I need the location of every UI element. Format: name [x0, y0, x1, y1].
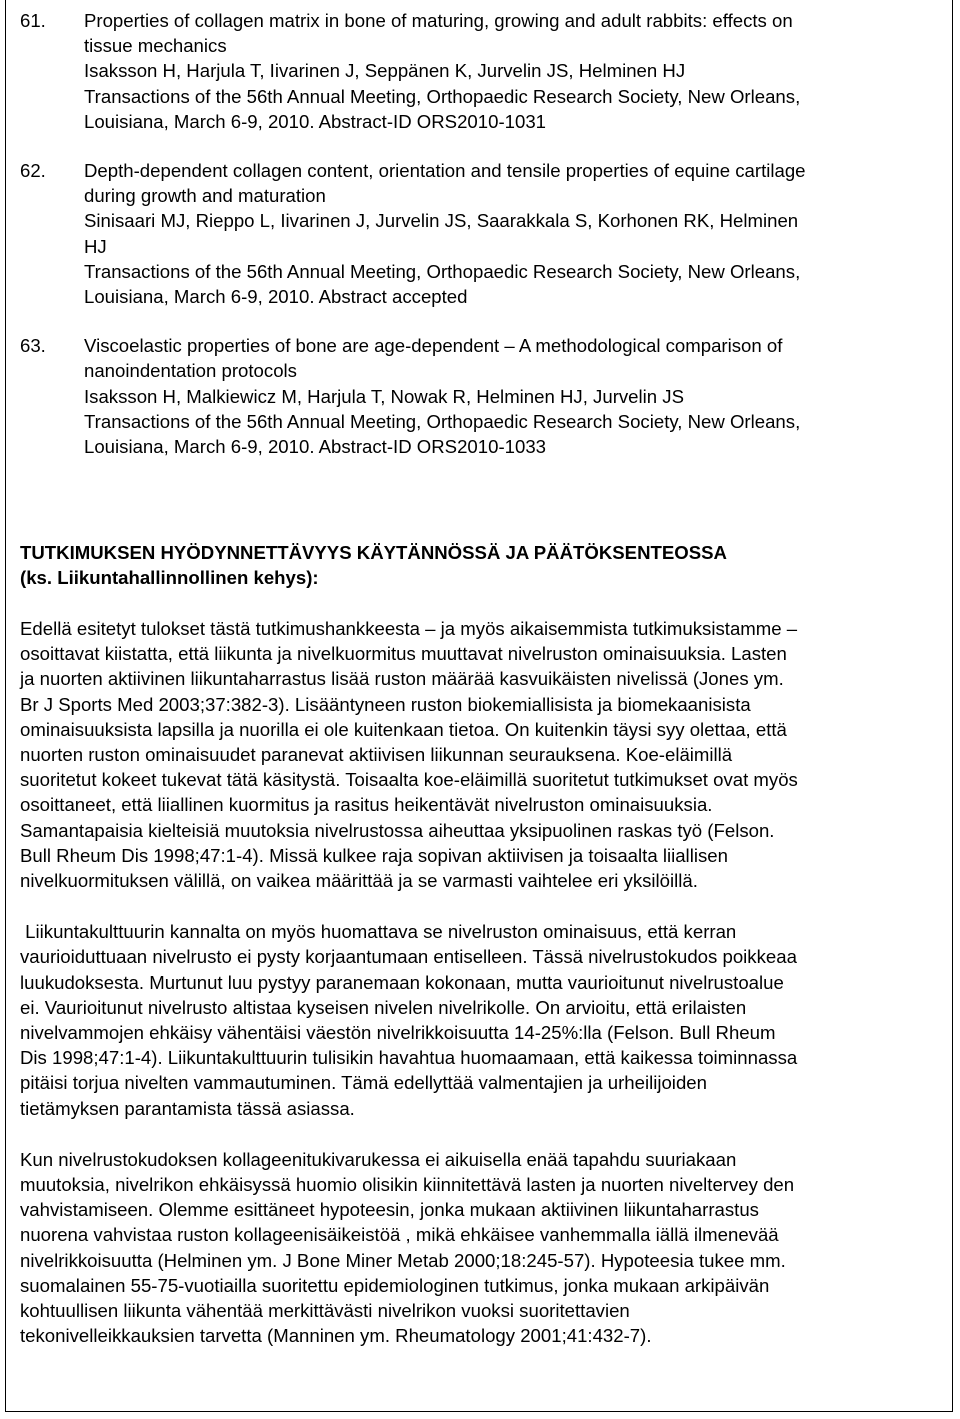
reference-authors: Sinisaari MJ, Rieppo L, Iivarinen J, Jurvelin JS, Saarakkala S, Korhonen RK, Helminen	[84, 210, 799, 232]
reference-body	[84, 333, 940, 459]
paragraph-line: luukudoksesta. Murtunut luu pystyy paranemaan kokonaan, mutta vaurioitunut nivelrustoalue	[20, 971, 784, 993]
reference-item	[20, 333, 940, 459]
paragraph-line: vahvistamiseen. Olemme esittäneet hypoteesin, jonka mukaan aktiivinen liikuntaharrastus	[20, 1199, 759, 1221]
reference-item	[20, 8, 940, 134]
paragraph-line: pitäisi torjua nivelten vammautuminen. Tämä edellyttää valmentajien ja urheilijoiden	[20, 1072, 707, 1094]
paragraph	[20, 919, 940, 1121]
reference-source-line: Louisiana, March 6-9, 2010. Abstract-ID ORS2010-1031	[84, 110, 547, 132]
paragraph-line: nuorten ruston ominaisuudet paranevat aktiivisen liikunnan seurauksena. Koe-eläimillä	[20, 744, 733, 766]
reference-number: 61.	[20, 10, 46, 31]
paragraph-line: Br J Sports Med 2003;37:382-3). Lisääntyneen ruston biokemiallisista ja biomekaanisista	[20, 693, 751, 715]
paragraph-line: nivelvammojen ehkäisy vähentäisi väestön nivelrikkoisuutta 14-25%:lla (Felson. Bull Rheum	[20, 1022, 776, 1044]
reference-title-line: Depth-dependent collagen content, orientation and tensile properties of equine cartilage	[84, 160, 806, 182]
reference-source-line: Louisiana, March 6-9, 2010. Abstract-ID ORS2010-1033	[84, 436, 547, 458]
section-heading-line: (ks. Liikuntahallinnollinen kehys):	[20, 567, 319, 588]
reference-authors: HJ	[84, 235, 107, 257]
reference-title-line: tissue mechanics	[84, 35, 227, 57]
paragraph-line: suoritetut kokeet tukevat tätä käsitystä. Toisaalta koe-eläimillä suoritetut tutkimukset ovat myös	[20, 769, 798, 791]
utilization-section	[20, 540, 940, 1348]
paragraph-line: nuorena vahvistaa ruston kollageenisäikeistöä , mikä ehkäisee vanhemmalla iällä ilmenevää	[20, 1224, 779, 1246]
paragraph-line: muutoksia, nivelrikon ehkäisyssä huomio olisikin kiinnitettävä lasten ja nuorten niveltervey den	[20, 1174, 795, 1196]
reference-source-line: Transactions of the 56th Annual Meeting, Orthopaedic Research Society, New Orleans,	[84, 260, 801, 282]
paragraph-line: ei. Vaurioitunut nivelrusto altistaa kyseisen nivelen nivelrikolle. On arvioitu, että erilaisten	[20, 996, 747, 1018]
reference-title-line: Viscoelastic properties of bone are age-dependent – A methodological comparison of	[84, 335, 783, 357]
paragraph-line: suomalainen 55-75-vuotiailla suoritettu epidemiologinen tutkimus, jonka mukaan arkipäivän	[20, 1274, 770, 1296]
section-heading-line: TUTKIMUKSEN HYÖDYNNETTÄVYYS KÄYTÄNNÖSSÄ JA PÄÄTÖKSENTEOSSA	[20, 542, 727, 563]
paragraph-line: Samantapaisia kielteisiä muutoksia nivelrustossa aiheuttaa yksipuolinen raskas työ (Felson.	[20, 819, 775, 841]
reference-number: 63.	[20, 335, 46, 357]
reference-source-line: Transactions of the 56th Annual Meeting, Orthopaedic Research Society, New Orleans,	[84, 85, 801, 107]
reference-source-line: Transactions of the 56th Annual Meeting, Orthopaedic Research Society, New Orleans,	[84, 410, 801, 432]
reference-title-line: during growth and maturation	[84, 185, 326, 207]
reference-authors: Isaksson H, Malkiewicz M, Harjula T, Nowak R, Helminen HJ, Jurvelin JS	[84, 385, 684, 407]
paragraph-line: kohtuullisen liikunta vähentää merkittävästi nivelrikon vuoksi suoritettavien	[20, 1300, 630, 1322]
paragraph-line: nivelrikkoisuutta (Helminen ym. J Bone Miner Metab 2000;18:245-57). Hypoteesia tukee mm.	[20, 1249, 786, 1271]
reference-authors: Isaksson H, Harjula T, Iivarinen J, Seppänen K, Jurvelin JS, Helminen HJ	[84, 60, 686, 82]
paragraph-line: Edellä esitetyt tulokset tästä tutkimushankkeesta – ja myös aikaisemmista tutkimuksistamme –	[20, 618, 798, 639]
paragraph-line: nivelkuormituksen välillä, on vaikea määrittää ja se varmasti vaihtelee eri yksilöillä.	[20, 870, 698, 892]
paragraph-line: tekonivelleikkauksien tarvetta (Manninen ym. Rheumatology 2001;41:432-7).	[20, 1325, 652, 1347]
reference-list	[20, 8, 940, 483]
paragraph-line: vaurioiduttuaan nivelrusto ei pysty korjaantumaan entiselleen. Tässä nivelrustokudos poikkeaa	[20, 946, 797, 968]
reference-body	[84, 158, 940, 309]
paragraph-line: Dis 1998;47:1-4). Liikuntakulttuurin tulisikin havahtua huomaamaan, että kaikessa toiminnassa	[20, 1047, 798, 1069]
reference-body	[84, 8, 940, 134]
paragraph	[20, 616, 940, 893]
reference-title-line: nanoindentation protocols	[84, 360, 297, 382]
paragraph-line: Bull Rheum Dis 1998;47:1-4). Missä kulkee raja sopivan aktiivisen ja toisaalta liiallisen	[20, 844, 728, 866]
section-heading	[20, 540, 940, 590]
paragraph-line: Kun nivelrustokudoksen kollageenitukivarukessa ei aikuisella enää tapahdu suuriakaan	[20, 1148, 737, 1170]
paragraph-line: ominaisuuksista lapsilla ja nuorilla ei ole kuitenkaan tietoa. On kuitenkin täysi syy olettaa, että	[20, 718, 787, 740]
paragraph-line: Liikuntakulttuurin kannalta on myös huomattava se nivelruston ominaisuus, että kerran	[20, 921, 737, 943]
reference-source-line: Louisiana, March 6-9, 2010. Abstract accepted	[84, 286, 468, 308]
paragraph-line: osoittavat kiistatta, että liikunta ja nivelkuormitus muuttavat nivelruston ominaisuuksia. Lasten	[20, 643, 787, 665]
reference-number: 62.	[20, 160, 46, 182]
reference-item	[20, 158, 940, 309]
reference-title-line: Properties of collagen matrix in bone of maturing, growing and adult rabbits: effects on	[84, 10, 793, 31]
paragraph	[20, 1147, 940, 1349]
paragraph-line: ja nuorten aktiivinen liikuntaharrastus lisää ruston määrää kasvuikäisten nivelissä (Jones ym.	[20, 668, 784, 690]
paragraph-line: tietämyksen parantamista tässä asiassa.	[20, 1097, 355, 1119]
paragraph-line: osoittaneet, että liiallinen kuormitus ja rasitus heikentävät nivelruston ominaisuuksia.	[20, 794, 713, 816]
